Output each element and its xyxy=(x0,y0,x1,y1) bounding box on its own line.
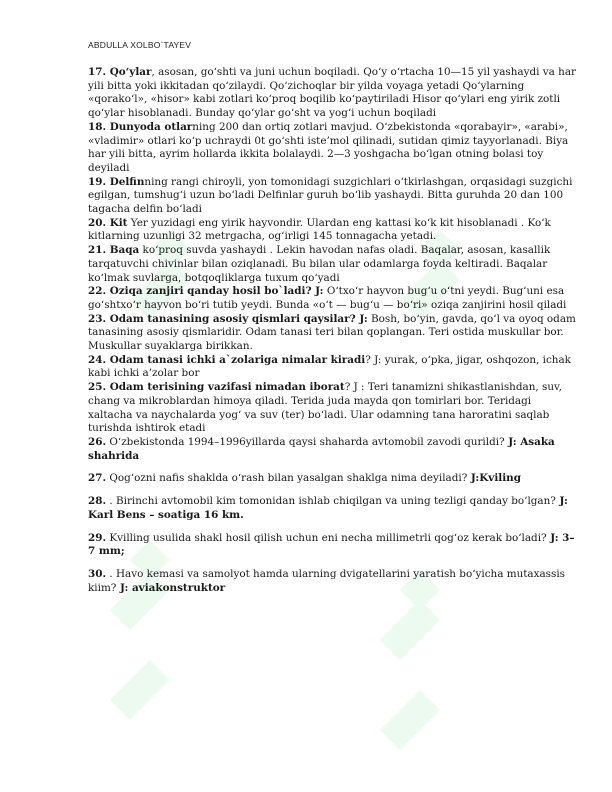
item-text: ? J: yurak, o‘pka, jigar, oshqozon, ichak kabi ichki a’zolar bor xyxy=(88,353,571,380)
question-20 xyxy=(88,217,576,244)
item-bold: Dunyoda otlar xyxy=(106,120,193,133)
item-bold: Odam terisining vazifasi nimadan iborat xyxy=(106,381,345,394)
question-21 xyxy=(88,244,576,285)
question-27 xyxy=(88,472,576,486)
question-19 xyxy=(88,176,576,217)
item-number: 28. xyxy=(88,495,107,508)
item-bold: Oziqa zanjiri qanday hosil bo`ladi? J: xyxy=(106,285,324,298)
item-number: 26. xyxy=(88,435,107,448)
question-28 xyxy=(88,495,576,522)
item-number: 23. xyxy=(88,312,107,325)
item-bold: Odam tanasi ichki a`zolariga nimalar kiradi xyxy=(106,353,366,366)
question-25 xyxy=(88,381,576,436)
item-answer: J: 3–7 mm; xyxy=(88,531,575,558)
item-bold: Baqa xyxy=(106,244,140,257)
item-text: , asosan, go‘shti va juni uchun boqiladi. Qo‘y o‘rtacha 10—15 yil yashaydi va har yili bitta yoki ikkitadan qo‘zilaydi. Qo‘zichoqlar bir yilda voyaga yetadi Qo‘ylarning «qorako‘l», «hisor» kabi zotlari ko‘proq boqilib ko‘paytiriladi Hisor qo‘ylari eng yirik zotli qo‘ylar hisoblanadi. Bunday qo‘ylar go‘sht va yog‘i uchun boqiladi xyxy=(88,66,576,120)
item-text: . Birinchi avtomobil kim tomonidan ishlab chiqilgan va uning tezligi qanday bo‘lgan? xyxy=(106,495,556,508)
item-text: O‘txo‘r hayvon bug‘u o‘tni yeydi. Bug‘uni esa go‘shtxo‘r hayvon bo‘ri tutib yeydi. Bunda «o‘t — bug‘u — bo‘ri» oziqa zanjirini hosil qiladi xyxy=(88,285,567,311)
document-body xyxy=(88,66,576,595)
item-text: Qog‘ozni nafis shaklda o‘rash bilan yasalgan shaklga nima deyiladi? xyxy=(106,472,468,485)
item-text: ? J : Teri tanamizni shikastlanishdan, suv, chang va mikroblardan himoya qiladi. Terida juda mayda qon tomirlari bor. Teridagi xaltacha va naychalarda yog‘ va suv (ter) bo‘ladi. Ular odamning tana haroratini saqlab turishda ishtirok etadi xyxy=(88,381,562,435)
question-17 xyxy=(88,66,576,121)
item-number: 30. xyxy=(88,567,107,580)
item-bold: Delfin xyxy=(106,175,145,188)
item-bold: Odam tanasining asosiy qismlari qaysilar? J: xyxy=(106,312,368,325)
item-text: Kvilling usulida shakl hosil qilish uchun eni necha millimetrli qog‘oz kerak bo‘ladi? xyxy=(106,531,547,544)
item-number: 21. xyxy=(88,244,107,257)
item-text: Yer yuzidagi eng yirik hayvondir. Ulardan eng kattasi ko‘k kit hisoblanadi . Ko‘k kitlarning uzunligi 32 metrgacha, og‘irligi 145 tonnagacha yetadi. xyxy=(88,216,551,243)
item-answer: J: aviakonstruktor xyxy=(116,581,226,594)
item-text: . Havo kemasi va samolyot hamda ularning dvigatellarini yaratish bo‘yicha mutaxassis kiim? xyxy=(88,567,566,594)
question-23 xyxy=(88,313,576,354)
question-24 xyxy=(88,354,576,381)
item-number: 25. xyxy=(88,381,107,394)
item-number: 19. xyxy=(88,175,107,188)
item-bold: Qo‘ylar xyxy=(106,66,152,78)
item-answer: J: Karl Bens – soatiga 16 km. xyxy=(88,495,568,521)
question-29 xyxy=(88,532,576,559)
question-18 xyxy=(88,121,576,176)
question-26 xyxy=(88,436,576,463)
item-text: ko‘proq suvda yashaydi . Lekin havodan nafas oladi. Baqalar, asosan, kasallik tarqatuvchi chivinlar bilan oziqlanadi. Bu bilan ular odamlarga foyda keltiradi. Baqalar ko‘lmak suvlarga, botqoqliklarga tuxum qo‘yadi xyxy=(88,244,551,284)
question-30 xyxy=(88,568,576,595)
item-text: ning 200 dan ortiq zotlari mavjud. O‘zbekistonda «qorabayir», «arabi», «vladimir» otlari ko‘p uchraydi 0t go‘shti iste’mol qilinadi, sutidan qimiz tayyorlanadi. Biya har yili bitta, ayrim hollarda ikkita bolalaydi. 2—3 yoshgacha bo‘lgan otning bolasi toy deyiladi xyxy=(88,120,569,174)
item-number: 29. xyxy=(88,531,107,544)
item-number: 17. xyxy=(88,66,107,78)
item-number: 18. xyxy=(88,120,107,133)
item-bold: Kit xyxy=(106,216,128,229)
question-22 xyxy=(88,285,576,312)
item-answer: J:Kviling xyxy=(467,472,521,485)
item-number: 24. xyxy=(88,353,107,366)
item-answer: J: Asaka shahrida xyxy=(88,435,555,462)
item-text: Bosh, bo‘yin, gavda, qo‘l va oyoq odam tanasining asosiy qismlaridir. Odam tanasi teri bilan qoplangan. Teri ostida muskullar bor. Muskullar suyaklarga birikkan. xyxy=(88,312,576,353)
item-text: O‘zbekistonda 1994–1996yillarda qaysi shaharda avtomobil zavodi qurildi? xyxy=(106,435,505,448)
page-header-author: ABDULLA XOLBO`TAYEV xyxy=(88,40,192,50)
item-number: 27. xyxy=(88,472,107,485)
item-number: 22. xyxy=(88,285,107,298)
item-number: 20. xyxy=(88,216,107,229)
item-text: ning rangi chiroyli, yon tomonidagi suzgichlari o‘tkirlashgan, orqasidagi suzgichi egilgan, tumshug‘i uzun bo‘ladi Delfinlar guruh bo‘lib yashaydi. Bitta guruhda 20 dan 100 tagacha delfin bo‘ladi xyxy=(88,175,573,216)
